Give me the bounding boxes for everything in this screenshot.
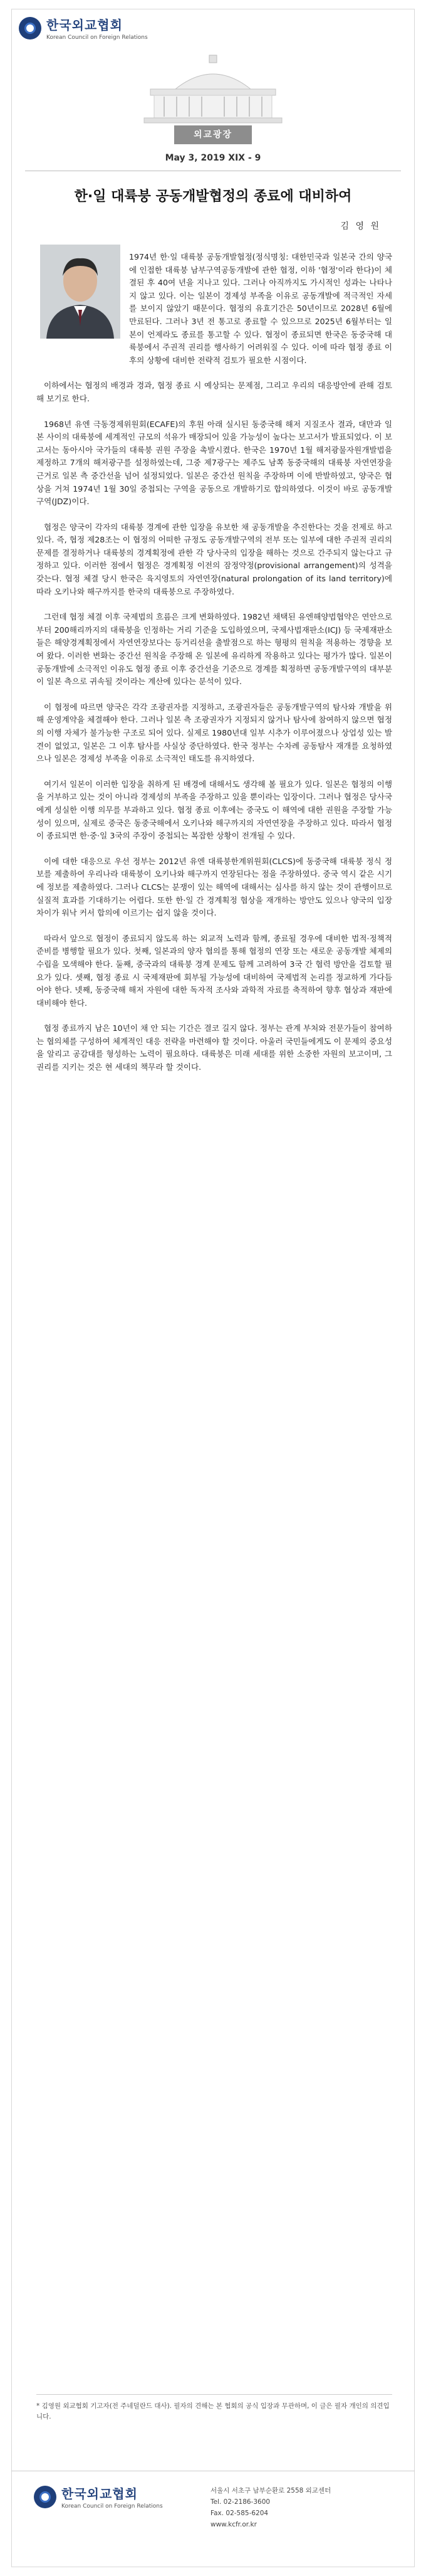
footer-contact	[210, 2485, 331, 2530]
footer	[11, 2471, 415, 2540]
paragraph: 그런데 협정 체결 이후 국제법의 흐름은 크게 변화하였다. 1982년 채택된 유엔해양법협약은 연안으로부터 200해리까지의 대륙붕을 인정하는 거리 기준을 도입하였으며, 국제사법재판소(ICJ) 등 국제재판소들은 해양경계획정에서 자연연장보다는 등거리선을 출발점으로 하는 형평의 원칙을 적용하는 경향을 보여 왔다. 이러한 변화는 중간선 원칙을 주장해 온 일본에 유리하게 작용하고 있다는 평가가 많다. 일본이 공동개발에 소극적인 이유도 협정 종료 이후 중간선을 기준으로 경계를 획정하면 공동개발구역의 대부분이 일본 측으로 귀속될 것이라는 계산에 있다는 분석이 있다.	[36, 612, 392, 687]
paragraph: 협정은 양국이 각자의 대륙붕 경계에 관한 입장을 유보한 채 공동개발을 추진한다는 것을 전제로 하고 있다. 즉, 협정 제28조는 이 협정의 어떠한 규정도 공동개발구역의 전부 또는 일부에 대한 주권적 권리의 문제를 결정하거나 대륙붕의 경계획정에 관한 각 당사국의 입장을 해하는 것으로 간주되지 않는다고 규정하고 있다. 이러한 점에서 협정은 경계획정 이전의 잠정약정(provisional arrangement)의 성격을 갖는다. 협정 체결 당시 한국은 육지영토의 자연연장(natural prolongation of its land territory)에 따라 오키나와 해구까지를 한국의 대륙붕으로 주장하였다.	[36, 522, 392, 596]
photo-spacer	[36, 251, 129, 356]
footer-org-name: 한국외교협회	[61, 2486, 138, 2501]
article-body	[36, 251, 392, 1087]
emblem-icon	[19, 17, 41, 40]
emblem-icon	[34, 2486, 56, 2508]
paragraph: 협정 종료까지 남은 10년이 채 안 되는 기간은 결코 길지 않다. 정부는 관계 부처와 전문가들이 참여하는 협의체를 구성하여 체계적인 대응 전략을 마련해야 할 것이다. 아울러 국민들에게도 이 문제의 중요성을 알리고 공감대를 형성하는 노력이 필요하다. 대륙붕은 미래 세대를 위한 소중한 자원의 보고이며, 그 권리를 지키는 것은 현 세대의 책무라 할 것이다.	[36, 1023, 392, 1072]
paragraph: 여기서 일본이 이러한 입장을 취하게 된 배경에 대해서도 생각해 볼 필요가 있다. 일본은 협정의 이행을 거부하고 있는 것이 아니라 경제성의 부족을 주장하고 있을 뿐이라는 입장이다. 그러나 협정은 당사국에게 성실한 이행 의무를 부과하고 있다. 협정 종료 이후에는 중국도 이 해역에 대한 권원을 주장할 가능성이 있으며, 실제로 중국은 동중국해에서 오키나와 해구까지의 자연연장을 주장하고 있다. 따라서 협정이 종료되면 한·중·일 3국의 주장이 중첩되는 복잡한 상황이 전개될 수 있다.	[36, 779, 392, 841]
footer-org-name-en: Korean Council on Foreign Relations	[61, 2503, 163, 2510]
paragraph: 따라서 앞으로 협정이 종료되지 않도록 하는 외교적 노력과 함께, 종료될 경우에 대비한 법적·정책적 준비를 병행할 필요가 있다. 첫째, 일본과의 양자 협의를 통해 협정의 연장 또는 새로운 공동개발 체제의 수립을 모색해야 한다. 둘째, 중국과의 대륙붕 경계 문제도 함께 고려하여 3국 간 협력 방안을 검토할 필요가 있다. 셋째, 협정 종료 시 국제재판에 회부될 가능성에 대비하여 국제법적 논리를 정교하게 가다듬어야 한다. 넷째, 동중국해 해저 자원에 대한 독자적 조사와 과학적 자료를 축적하여 향후 협상과 재판에 대비해야 한다.	[36, 933, 392, 1008]
paragraph: 1974년 한·일 대륙붕 공동개발협정(정식명칭: 대한민국과 일본국 간의 양국에 인접한 대륙붕 남부구역공동개발에 관한 협정, 이하 '협정'이라 한다)이 체결된 후 40여 년을 지나고 있다. 그러나 아직까지도 가시적인 성과는 나타나지 않고 있다. 이는 일본이 경제성 부족을 이유로 공동개발에 적극적인 자세를 보이지 않았기 때문이다. 협정의 유효기간은 50년이므로 2028년 6월에 만료된다. 그러나 3년 전 통고로 종료할 수 있으므로 2025년 6월부터는 일본이 언제라도 종료를 통고할 수 있다. 협정이 종료되면 한국은 동중국해 대륙붕에서 주권적 권리를 행사하기 어려워질 수 있다. 이에 따라 협정 종료 이후의 상황에 대비한 전략적 검토가 필요한 시점이다.	[129, 252, 392, 365]
paragraph: 이 협정에 따르면 양국은 각각 조광권자를 지정하고, 조광권자들은 공동개발구역의 탐사와 개발을 위해 운영계약을 체결해야 한다. 그러나 일본 측 조광권자가 지정되지 않거나 탐사에 참여하지 않으면 협정의 이행 자체가 불가능한 구조로 되어 있다. 실제로 1980년대 일부 시추가 이루어졌으나 상업성 있는 발견이 없었고, 일본은 그 이후 탐사를 사실상 중단하였다. 한국 정부는 수차례 공동탐사 재개를 요청하였으나 일본은 경제성 부족을 이유로 소극적인 태도를 유지하였다.	[36, 702, 392, 764]
building-illustration	[125, 34, 301, 128]
footer-address: 서울시 서초구 남부순환로 2558 외교센터	[210, 2487, 331, 2494]
footer-logo	[34, 2484, 163, 2510]
paragraph: 이하에서는 협정의 배경과 경과, 협정 종료 시 예상되는 문제점, 그리고 우리의 대응방안에 관해 검토해 보기로 한다.	[36, 381, 392, 403]
org-name-en: Korean Council on Foreign Relations	[46, 34, 148, 41]
paragraph: 이에 대한 대응으로 우선 정부는 2012년 유엔 대륙붕한계위원회(CLCS)에 동중국해 대륙붕 정식 정보를 제출하여 우리나라 대륙붕이 오키나와 해구까지 연장된다는 점을 주장하였다. 중국 역시 같은 시기에 정보를 제출하였다. 그러나 CLCS는 분쟁이 있는 해역에 대해서는 심사를 하지 않는 것이 관행이므로 실질적 효과를 기대하기는 어렵다. 또한 한·일 간 경계획정 협상을 재개하는 방안도 있으나 양국의 입장 차이가 워낙 커서 합의에 이르기는 쉽지 않을 것이다.	[36, 856, 392, 918]
author-footnote: * 김영원 외교협회 기고자(전 주네덜란드 대사). 필자의 견해는 본 협회의 공식 입장과 무관하며, 이 글은 필자 개인의 의견입니다.	[36, 2394, 392, 2422]
org-name: 한국외교협회	[46, 18, 123, 33]
footer-tel: Tel. 02-2186-3600	[210, 2498, 271, 2506]
article-title: 한·일 대륙붕 공동개발협정의 종료에 대비하여	[74, 189, 352, 204]
issue-date: May 3, 2019 XIX - 9	[165, 153, 261, 163]
article-author: 김 영 원	[340, 221, 381, 231]
footer-fax: Fax. 02-585-6204	[210, 2510, 269, 2517]
footer-website-link[interactable]: www.kcfr.or.kr	[210, 2521, 257, 2528]
column-badge: 외교광장	[174, 125, 252, 144]
paragraph: 1968년 유엔 극동경제위원회(ECAFE)의 후원 아래 실시된 동중국해 해저 지질조사 결과, 대만과 일본 사이의 대륙붕에 세계적인 규모의 석유가 매장되어 있을 가능성이 높다는 보고서가 발표되었다. 이 보고서는 동아시아 국가들의 대륙붕 권원 주장을 촉발시켰다. 한국은 1970년 1월 해저광물자원개발법을 제정하고 7개의 해저광구를 설정하였는데, 그중 제7광구는 제주도 남쪽 동중국해의 대륙붕 자연연장을 근거로 일본 측 중간선을 넘어 설정되었다. 일본은 중간선 원칙을 주장하며 이에 반발하였고, 양국은 협상을 거쳐 1974년 1월 30일 중첩되는 구역을 공동으로 개발하기로 합의하였다. 이것이 바로 공동개발구역(JDZ)이다.	[36, 419, 392, 507]
